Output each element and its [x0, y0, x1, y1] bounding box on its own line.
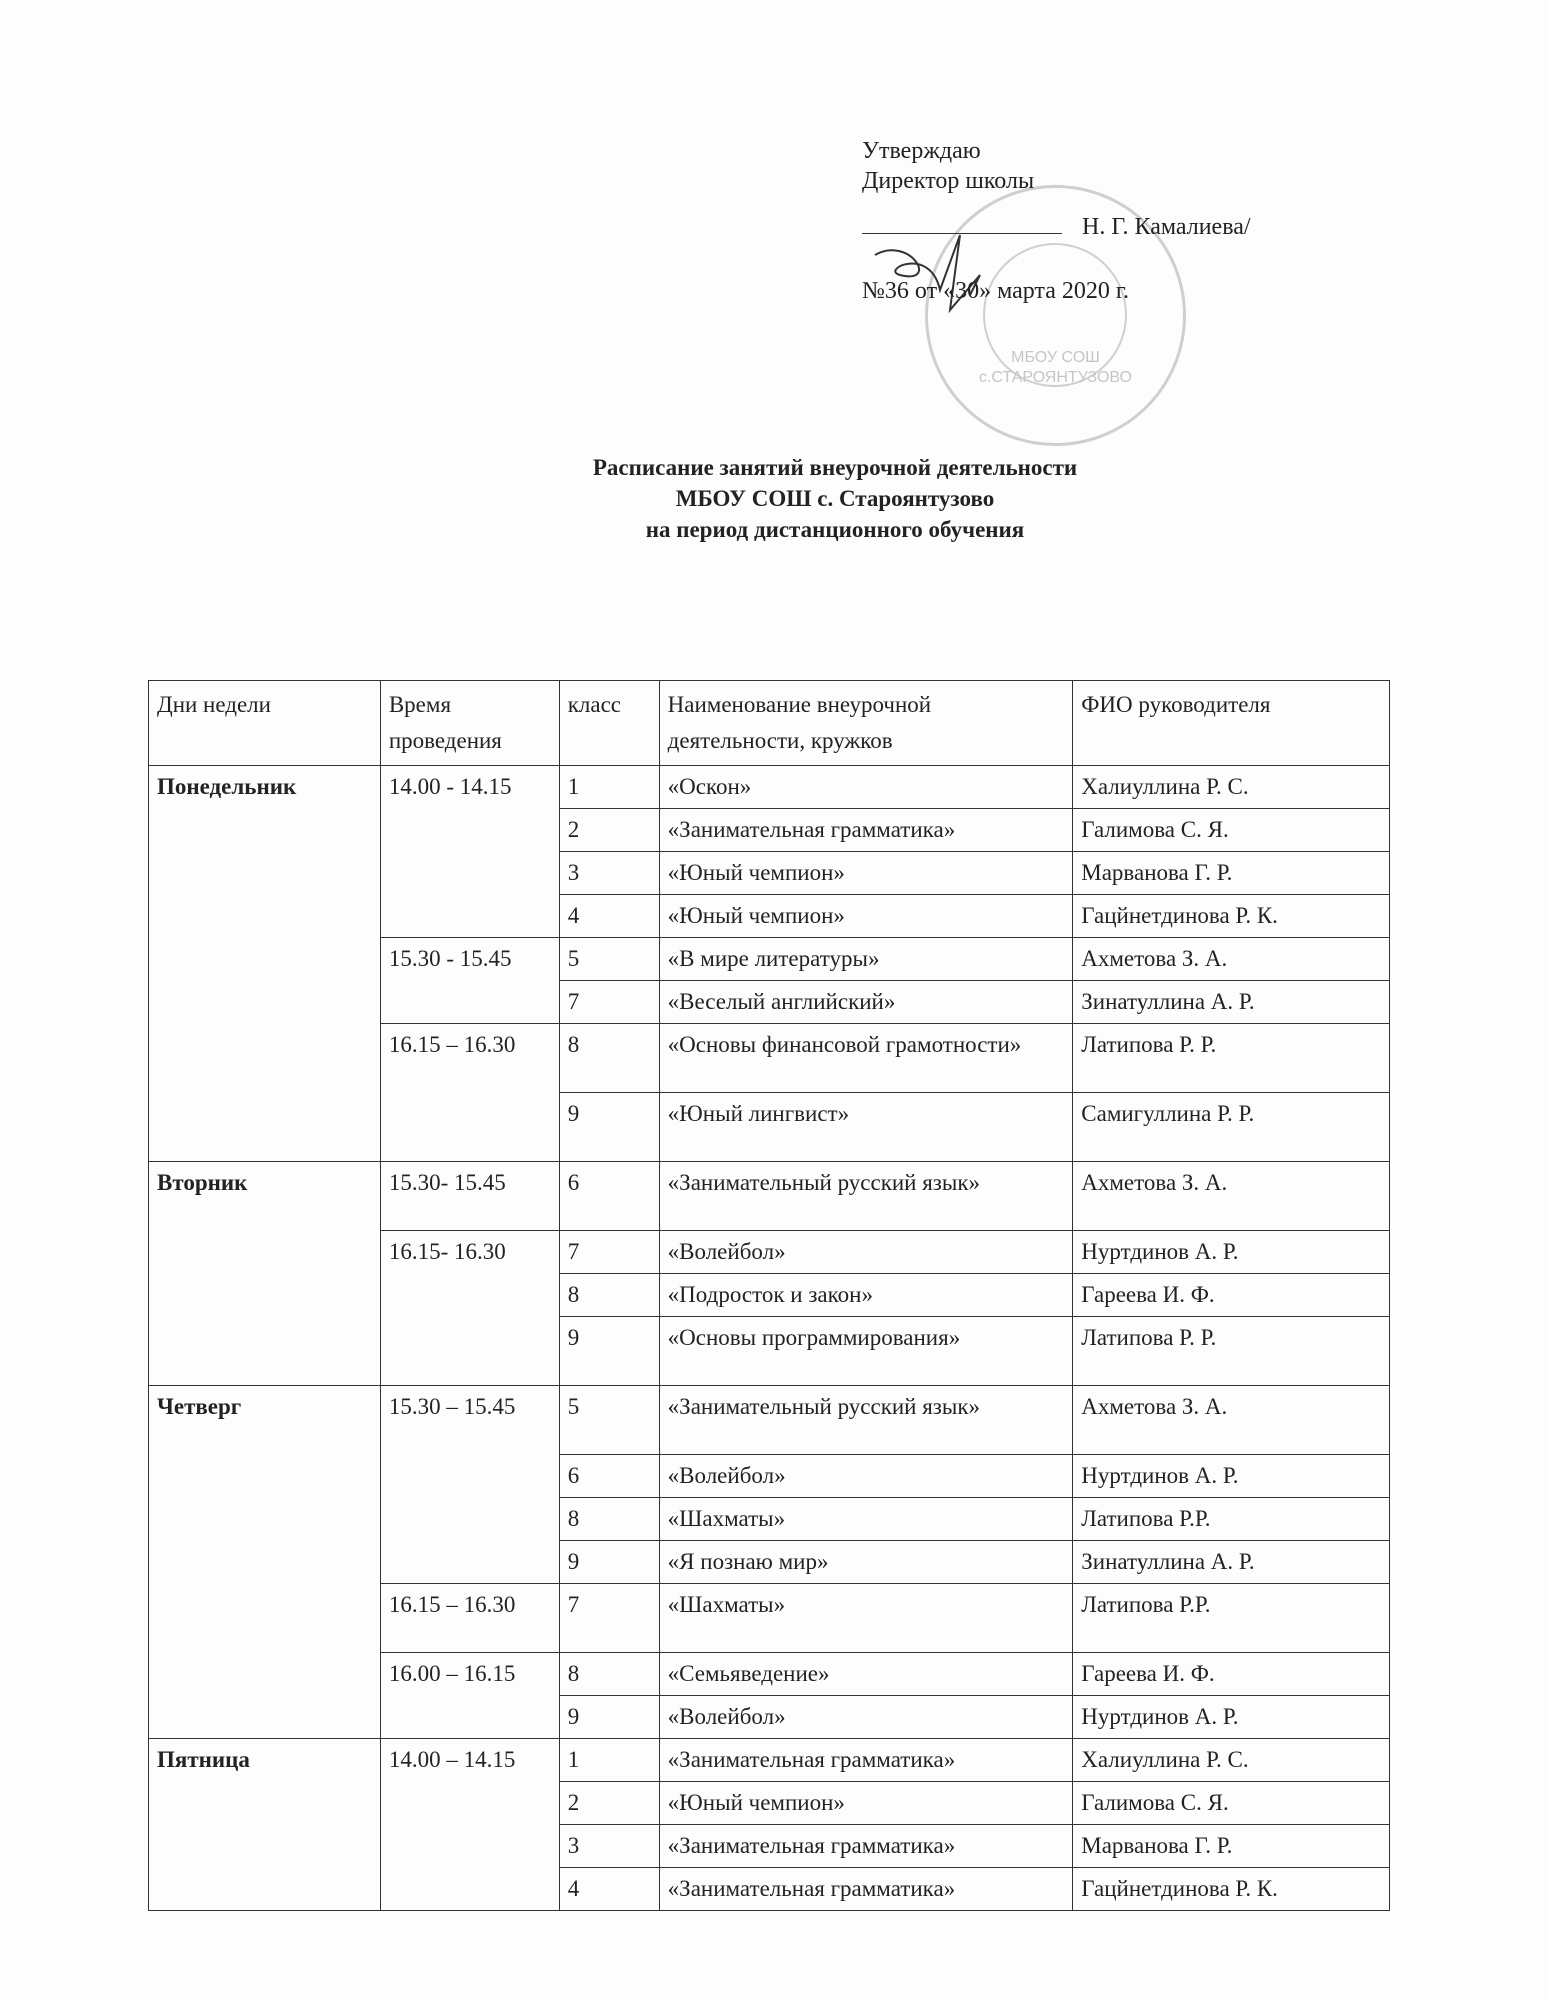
teacher-cell: Галимова С. Я. — [1073, 809, 1390, 852]
activity-cell: «Занимательная грамматика» — [659, 1868, 1073, 1911]
class-cell: 4 — [559, 895, 659, 938]
activity-cell: «Семьяведение» — [659, 1653, 1073, 1696]
teacher-cell: Гареева И. Ф. — [1073, 1653, 1390, 1696]
class-cell: 8 — [559, 1653, 659, 1696]
activity-cell: «Я познаю мир» — [659, 1541, 1073, 1584]
teacher-cell: Марванова Г. Р. — [1073, 852, 1390, 895]
activity-cell: «Оскон» — [659, 766, 1073, 809]
teacher-cell: Ахметова З. А. — [1073, 938, 1390, 981]
signature-line — [862, 233, 1062, 234]
activity-cell: «В мире литературы» — [659, 938, 1073, 981]
teacher-cell: Гацйнетдинова Р. К. — [1073, 895, 1390, 938]
title-line-3: на период дистанционного обучения — [645, 517, 1025, 542]
column-header: класс — [559, 681, 659, 766]
day-cell: Четверг — [149, 1386, 381, 1739]
class-cell: 7 — [559, 1584, 659, 1653]
class-cell: 6 — [559, 1455, 659, 1498]
activity-cell: «Занимательная грамматика» — [659, 1825, 1073, 1868]
teacher-cell: Галимова С. Я. — [1073, 1782, 1390, 1825]
director-title: Директор школы — [862, 168, 1035, 194]
activity-cell: «Занимательный русский язык» — [659, 1162, 1073, 1231]
activity-cell: «Основы финансовой грамотности» — [659, 1024, 1073, 1093]
class-cell: 7 — [559, 981, 659, 1024]
approval-block — [862, 136, 1251, 306]
teacher-cell: Марванова Г. Р. — [1073, 1825, 1390, 1868]
page-title — [400, 452, 1270, 545]
time-cell: 15.30 - 15.45 — [380, 938, 559, 1024]
activity-cell: «Веселый английский» — [659, 981, 1073, 1024]
class-cell: 1 — [559, 1739, 659, 1782]
time-cell: 14.00 – 14.15 — [380, 1739, 559, 1911]
teacher-cell: Латипова Р.Р. — [1073, 1584, 1390, 1653]
class-cell: 8 — [559, 1498, 659, 1541]
teacher-cell: Зинатуллина А. Р. — [1073, 1541, 1390, 1584]
teacher-cell: Ахметова З. А. — [1073, 1162, 1390, 1231]
day-cell: Вторник — [149, 1162, 381, 1386]
table-row — [149, 1386, 1390, 1455]
schedule-table — [148, 680, 1390, 1911]
time-cell: 16.00 – 16.15 — [380, 1653, 559, 1739]
class-cell: 3 — [559, 1825, 659, 1868]
class-cell: 3 — [559, 852, 659, 895]
time-cell: 15.30- 15.45 — [380, 1162, 559, 1231]
class-cell: 6 — [559, 1162, 659, 1231]
class-cell: 9 — [559, 1541, 659, 1584]
activity-cell: «Юный чемпион» — [659, 895, 1073, 938]
class-cell: 2 — [559, 1782, 659, 1825]
teacher-cell: Гареева И. Ф. — [1073, 1274, 1390, 1317]
teacher-cell: Ахметова З. А. — [1073, 1386, 1390, 1455]
day-cell: Пятница — [149, 1739, 381, 1911]
activity-cell: «Занимательный русский язык» — [659, 1386, 1073, 1455]
activity-cell: «Занимательная грамматика» — [659, 1739, 1073, 1782]
table-header-row — [149, 681, 1390, 766]
activity-cell: «Подросток и закон» — [659, 1274, 1073, 1317]
stamp-text: МБОУ СОШ с.СТАРОЯНТУЗОВО — [978, 349, 1132, 386]
teacher-cell: Халиуллина Р. С. — [1073, 766, 1390, 809]
activity-cell: «Основы программирования» — [659, 1317, 1073, 1386]
class-cell: 5 — [559, 1386, 659, 1455]
column-header: Дни недели — [149, 681, 381, 766]
teacher-cell: Халиуллина Р. С. — [1073, 1739, 1390, 1782]
activity-cell: «Юный лингвист» — [659, 1093, 1073, 1162]
class-cell: 9 — [559, 1093, 659, 1162]
class-cell: 5 — [559, 938, 659, 981]
teacher-cell: Латипова Р.Р. — [1073, 1498, 1390, 1541]
table-row — [149, 1739, 1390, 1782]
class-cell: 9 — [559, 1696, 659, 1739]
approval-label: Утверждаю — [862, 138, 981, 164]
class-cell: 1 — [559, 766, 659, 809]
teacher-cell: Латипова Р. Р. — [1073, 1024, 1390, 1093]
time-cell: 15.30 – 15.45 — [380, 1386, 559, 1584]
activity-cell: «Волейбол» — [659, 1455, 1073, 1498]
teacher-cell: Нуртдинов А. Р. — [1073, 1231, 1390, 1274]
class-cell: 4 — [559, 1868, 659, 1911]
class-cell: 9 — [559, 1317, 659, 1386]
teacher-cell: Гацйнетдинова Р. К. — [1073, 1868, 1390, 1911]
director-name: Н. Г. Камалиева/ — [1082, 214, 1251, 240]
column-header: Время проведения — [380, 681, 559, 766]
teacher-cell: Латипова Р. Р. — [1073, 1317, 1390, 1386]
class-cell: 7 — [559, 1231, 659, 1274]
class-cell: 2 — [559, 809, 659, 852]
table-row — [149, 766, 1390, 809]
activity-cell: «Занимательная грамматика» — [659, 809, 1073, 852]
teacher-cell: Самигуллина Р. Р. — [1073, 1093, 1390, 1162]
time-cell: 16.15 – 16.30 — [380, 1024, 559, 1162]
day-cell: Понедельник — [149, 766, 381, 1162]
time-cell: 16.15- 16.30 — [380, 1231, 559, 1386]
class-cell: 8 — [559, 1024, 659, 1093]
order-number: №36 от «30» марта 2020 г. — [862, 278, 1129, 304]
teacher-cell: Нуртдинов А. Р. — [1073, 1696, 1390, 1739]
column-header: Наименование внеурочной деятельности, кружков — [659, 681, 1073, 766]
title-line-2: МБОУ СОШ с. Староянтузово — [675, 486, 995, 511]
title-line-1: Расписание занятий внеурочной деятельности — [592, 455, 1078, 480]
teacher-cell: Нуртдинов А. Р. — [1073, 1455, 1390, 1498]
column-header: ФИО руководителя — [1073, 681, 1390, 766]
activity-cell: «Волейбол» — [659, 1231, 1073, 1274]
teacher-cell: Зинатуллина А. Р. — [1073, 981, 1390, 1024]
time-cell: 14.00 - 14.15 — [380, 766, 559, 938]
activity-cell: «Волейбол» — [659, 1696, 1073, 1739]
time-cell: 16.15 – 16.30 — [380, 1584, 559, 1653]
activity-cell: «Шахматы» — [659, 1584, 1073, 1653]
class-cell: 8 — [559, 1274, 659, 1317]
activity-cell: «Юный чемпион» — [659, 852, 1073, 895]
table-row — [149, 1162, 1390, 1231]
activity-cell: «Шахматы» — [659, 1498, 1073, 1541]
activity-cell: «Юный чемпион» — [659, 1782, 1073, 1825]
